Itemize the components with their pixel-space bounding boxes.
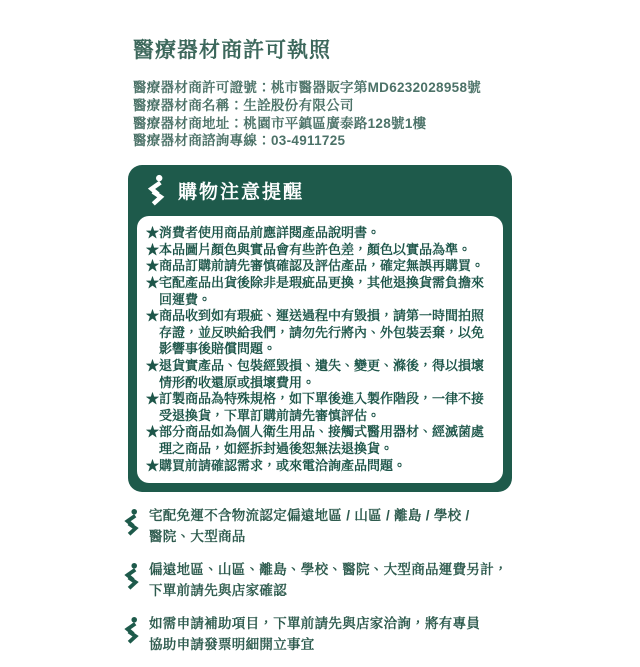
notice-item: ★退貨實產品、包裝經毀損、遺失、變更、滌後，得以損壞情形酌收還原或損壞費用。 bbox=[146, 357, 485, 390]
footer-notes bbox=[121, 505, 512, 655]
note-line: 宅配免運不含物流認定偏遠地區 / 山區 / 離島 / 學校 / bbox=[149, 508, 470, 524]
notice-item: ★部分商品如為個人衛生用品、接觸式醫用器材、經滅菌處理之商品，如經拆封過後恕無法退換貨。 bbox=[146, 424, 485, 456]
notice-item: ★購買前請確認需求，或來電洽詢產品問題。 bbox=[146, 457, 407, 473]
note-text bbox=[149, 613, 480, 655]
shipping-free-note bbox=[121, 505, 512, 547]
shopping-notice-box bbox=[128, 165, 512, 492]
brand-spark-icon bbox=[121, 562, 141, 592]
license-company-line: 醫療器材商名稱：生詮股份有限公司 bbox=[133, 97, 354, 113]
notice-title: 購物注意提醒 bbox=[178, 182, 305, 204]
notice-item: ★商品收到如有瑕疵、運送過程中有毀損，請第一時間拍照存證，並反映給我們，請勿先行將內、外包裝丟棄，以免影響事後賠償問題。 bbox=[146, 308, 485, 357]
license-info bbox=[133, 79, 512, 150]
notice-item: ★商品訂購前請先審慎確認及評估產品，確定無誤再購買。 bbox=[146, 258, 485, 274]
note-line: 如需申請補助項目，下單前請先與店家洽詢，將有專員 bbox=[149, 616, 481, 632]
notice-header bbox=[137, 165, 503, 216]
remote-area-note bbox=[121, 559, 512, 601]
note-line: 偏遠地區、山區、離島、學校、醫院、大型商品運費另計， bbox=[149, 562, 508, 578]
notice-item: ★消費者使用商品前應詳閱產品說明書。 bbox=[146, 225, 381, 241]
subsidy-invoice-note bbox=[121, 613, 512, 655]
brand-spark-icon bbox=[144, 174, 167, 208]
brand-spark-icon bbox=[121, 616, 141, 646]
note-line: 下單前請先與店家確認 bbox=[149, 583, 287, 599]
notice-document bbox=[128, 34, 512, 667]
notice-item: ★訂製商品為特殊規格，如下單後進入製作階段，一律不接受退換貨，下單訂購前請先審慎評估。 bbox=[146, 391, 485, 423]
note-text bbox=[149, 559, 508, 601]
notice-item: ★宅配產品出貨後除非是瑕疵品更換，其他退換貨需負擔來回運費。 bbox=[146, 274, 485, 307]
license-hotline-line: 醫療器材商諮詢專線：03-4911725 bbox=[133, 133, 346, 149]
notice-list bbox=[146, 225, 495, 474]
license-address-line: 醫療器材商地址：桃園市平鎮區廣泰路128號1樓 bbox=[133, 115, 427, 131]
note-line: 協助申請發票明細開立事宜 bbox=[149, 637, 315, 653]
note-text bbox=[149, 505, 470, 547]
notice-body-panel bbox=[137, 216, 503, 483]
page-title: 醫療器材商許可執照 bbox=[133, 39, 331, 62]
note-line: 醫院、大型商品 bbox=[149, 529, 246, 545]
license-number-line: 醫療器材商許可證號：桃市醫器販字第MD6232028958號 bbox=[133, 80, 482, 95]
brand-spark-icon bbox=[121, 508, 141, 538]
notice-item: ★本品圖片顏色與實品會有些許色差，顏色以實品為準。 bbox=[146, 241, 472, 257]
